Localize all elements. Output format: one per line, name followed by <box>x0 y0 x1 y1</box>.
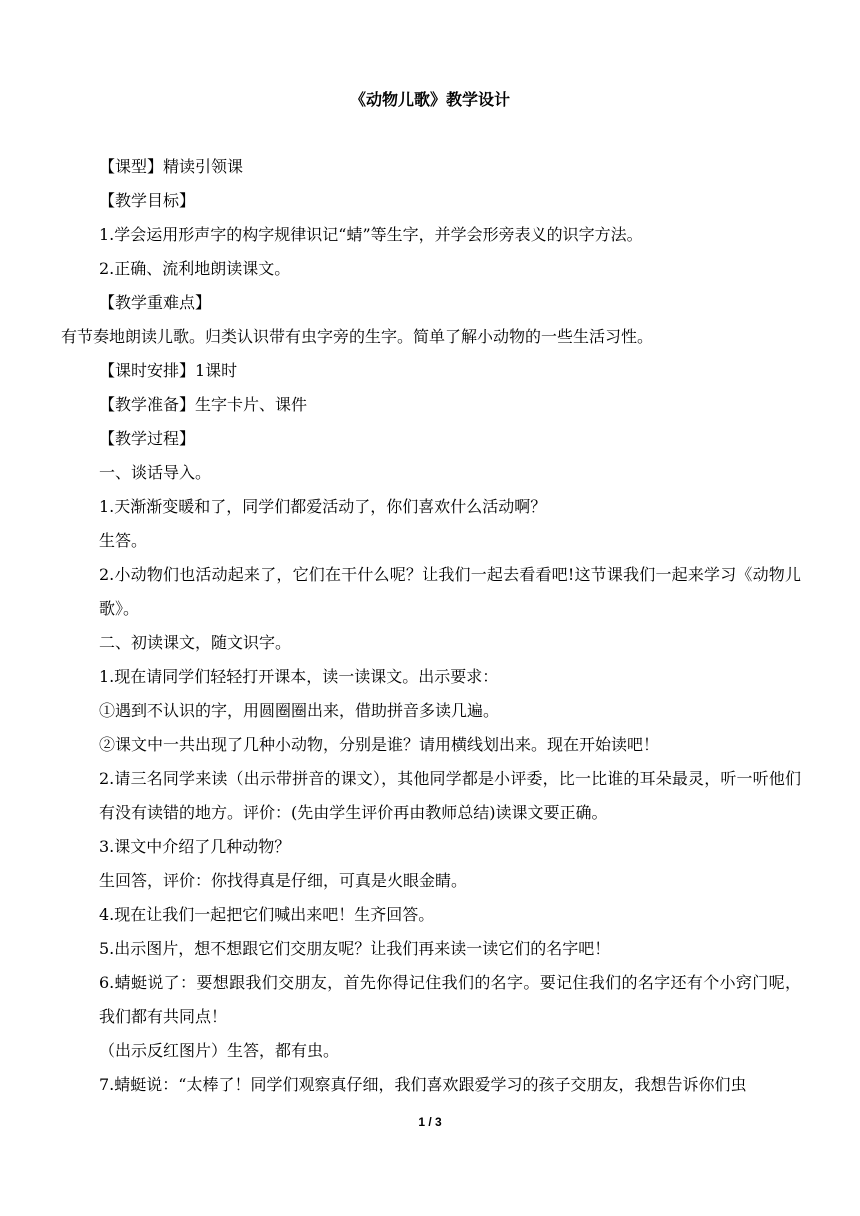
paragraph: 生答。 <box>99 531 148 550</box>
paragraph: 4.现在让我们一起把它们喊出来吧！生齐回答。 <box>99 905 435 924</box>
paragraph: 2.小动物们也活动起来了，它们在干什么呢？让我们一起去看看吧!这节课我们一起来学习《动物儿歌》。 <box>99 565 801 618</box>
paragraph: ①遇到不认识的字，用圆圈圈出来，借助拼音多读几遍。 <box>99 701 500 720</box>
paragraph: 1.学会运用形声字的构字规律识记“蜻”等生字，并学会形旁表义的识字方法。 <box>99 225 643 244</box>
document-title: 《动物儿歌》教学设计 <box>349 90 510 109</box>
paragraph: 【教学准备】生字卡片、课件 <box>99 395 308 414</box>
paragraph: 有节奏地朗读儿歌。归类认识带有虫字旁的生字。简单了解小动物的一些生活习性。 <box>61 327 654 346</box>
paragraph: 【教学目标】 <box>99 191 196 210</box>
paragraph: 【课型】精读引领课 <box>99 157 244 176</box>
paragraph: 【教学过程】 <box>99 429 196 448</box>
paragraph: 2.正确、流利地朗读课文。 <box>99 259 291 278</box>
paragraph: 一、谈话导入。 <box>99 463 212 482</box>
paragraph: 【教学重难点】 <box>99 293 212 312</box>
paragraph: 1.现在请同学们轻轻打开课本，读一读课文。出示要求： <box>99 667 499 686</box>
paragraph: 5.出示图片，想不想跟它们交朋友呢？让我们再来读一读它们的名字吧！ <box>99 939 611 958</box>
paragraph: 3.课文中介绍了几种动物？ <box>99 837 291 856</box>
page-number: 1 / 3 <box>418 1115 442 1129</box>
paragraph: 7.蜻蜓说：“太棒了！同学们观察真仔细，我们喜欢跟爱学习的孩子交朋友，我想告诉你们虫 <box>99 1075 747 1094</box>
paragraph: ②课文中一共出现了几种小动物，分别是谁？请用横线划出来。现在开始读吧！ <box>99 735 660 754</box>
paragraph: 二、初读课文，随文识字。 <box>99 633 292 652</box>
paragraph: （出示反红图片）生答，都有虫。 <box>99 1041 340 1060</box>
document-body <box>61 150 801 1102</box>
paragraph: 2.请三名同学来读（出示带拼音的课文），其他同学都是小评委，比一比谁的耳朵最灵，听一听他们有没有读错的地方。评价：(先由学生评价再由教师总结)读课文要正确。 <box>99 769 801 822</box>
paragraph: 6.蜻蜓说了：要想跟我们交朋友，首先你得记住我们的名字。要记住我们的名字还有个小窍门呢，我们都有共同点！ <box>99 973 801 1026</box>
paragraph: 生回答，评价：你找得真是仔细，可真是火眼金睛。 <box>99 871 468 890</box>
paragraph: 1.天渐渐变暖和了，同学们都爱活动了，你们喜欢什么活动啊？ <box>99 497 547 516</box>
paragraph: 【课时安排】1课时 <box>99 361 238 380</box>
